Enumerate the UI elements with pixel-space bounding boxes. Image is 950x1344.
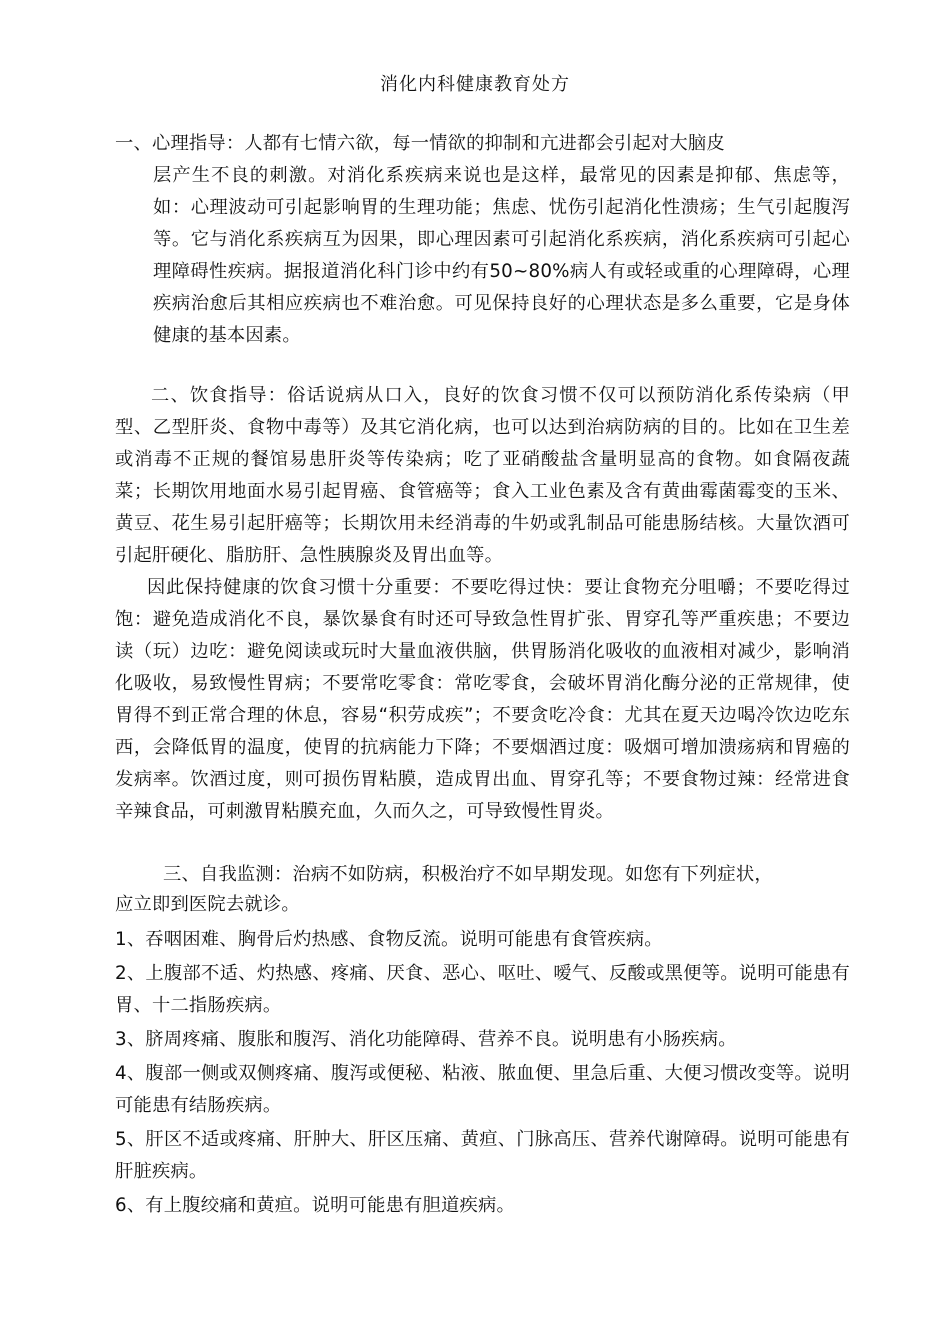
section-psychology-first-line: 一、心理指导：人都有七情六欲，每一情欲的抑制和亢进都会引起对大脑皮 [115, 133, 725, 154]
document-title: 消化内科健康教育处方 [380, 74, 570, 95]
list-item: 6、有上腹绞痛和黄疸。说明可能患有胆道疾病。 [115, 1195, 515, 1216]
section-diet-paragraph-1: 二、饮食指导：俗话说病从口入，良好的饮食习惯不仅可以预防消化系传染病（甲型、乙型肝炎、食物中毒等）及其它消化病，也可以达到治病防病的目的。比如在卫生差或消毒不正规的餐馆易患肝炎等传染病；吃了亚硝酸盐含量明显高的食物。如食隔夜蔬菜；长期饮用地面水易引起胃癌、食管癌等；食入工业色素及含有黄曲霉菌霉变的玉米、黄豆、花生易引起肝癌等；长期饮用未经消毒的牛奶或乳制品可能患肠结核。大量饮酒可引起肝硬化、脂肪肝、急性胰腺炎及胃出血等。 [115, 385, 850, 566]
section-psychology-body: 层产生不良的刺激。对消化系疾病来说也是这样，最常见的因素是抑郁、焦虑等，如：心理波动可引起影响胃的生理功能；焦虑、忧伤引起消化性溃疡；生气引起腹泻等。它与消化系疾病互为因果，即心理因素可引起消化系疾病，消化系疾病可引起心理障碍性疾病。据报道消化科门诊中约有50~80%病人有或轻或重的心理障碍，心理疾病治愈后其相应疾病也不难治愈。可见保持良好的心理状态是多么重要，它是身体健康的基本因素。 [153, 165, 850, 346]
list-item: 4、腹部一侧或双侧疼痛、腹泻或便秘、粘液、脓血便、里急后重、大便习惯改变等。说明可能患有结肠疾病。 [115, 1063, 850, 1116]
self-monitoring-intro-line-1: 三、自我监测：治病不如防病，积极治疗不如早期发现。如您有下列症状， [163, 864, 773, 885]
symptom-list [115, 924, 850, 1224]
list-item: 3、脐周疼痛、腹胀和腹泻、消化功能障碍、营养不良。说明患有小肠疾病。 [115, 1029, 737, 1050]
section-self-monitoring-intro [115, 860, 850, 920]
section-psychology [115, 128, 850, 352]
self-monitoring-intro-line-2: 应立即到医院去就诊。 [115, 894, 300, 915]
list-item: 2、上腹部不适、灼热感、疼痛、厌食、恶心、呕吐、嗳气、反酸或黑便等。说明可能患有胃、十二指肠疾病。 [115, 963, 850, 1016]
list-item: 5、肝区不适或疼痛、肝肿大、肝区压痛、黄疸、门脉高压、营养代谢障碍。说明可能患有肝脏疾病。 [115, 1129, 850, 1182]
section-diet-paragraph-2: 因此保持健康的饮食习惯十分重要：不要吃得过快：要让食物充分咀嚼；不要吃得过饱：避免造成消化不良，暴饮暴食有时还可导致急性胃扩张、胃穿孔等严重疾患；不要边读（玩）边吃：避免阅读或玩时大量血液供脑，供胃肠消化吸收的血液相对减少，影响消化吸收，易致慢性胃病；不要常吃零食：常吃零食，会破坏胃消化酶分泌的正常规律，使胃得不到正常合理的休息，容易“积劳成疾”；不要贪吃冷食：尤其在夏天边喝冷饮边吃东西，会降低胃的温度，使胃的抗病能力下降；不要烟酒过度：吸烟可增加溃疡病和胃癌的发病率。饮酒过度，则可损伤胃粘膜，造成胃出血、胃穿孔等；不要食物过辣：经常进食辛辣食品，可刺激胃粘膜充血，久而久之，可导致慢性胃炎。 [115, 577, 850, 822]
list-item: 1、吞咽困难、胸骨后灼热感、食物反流。说明可能患有食管疾病。 [115, 929, 663, 950]
